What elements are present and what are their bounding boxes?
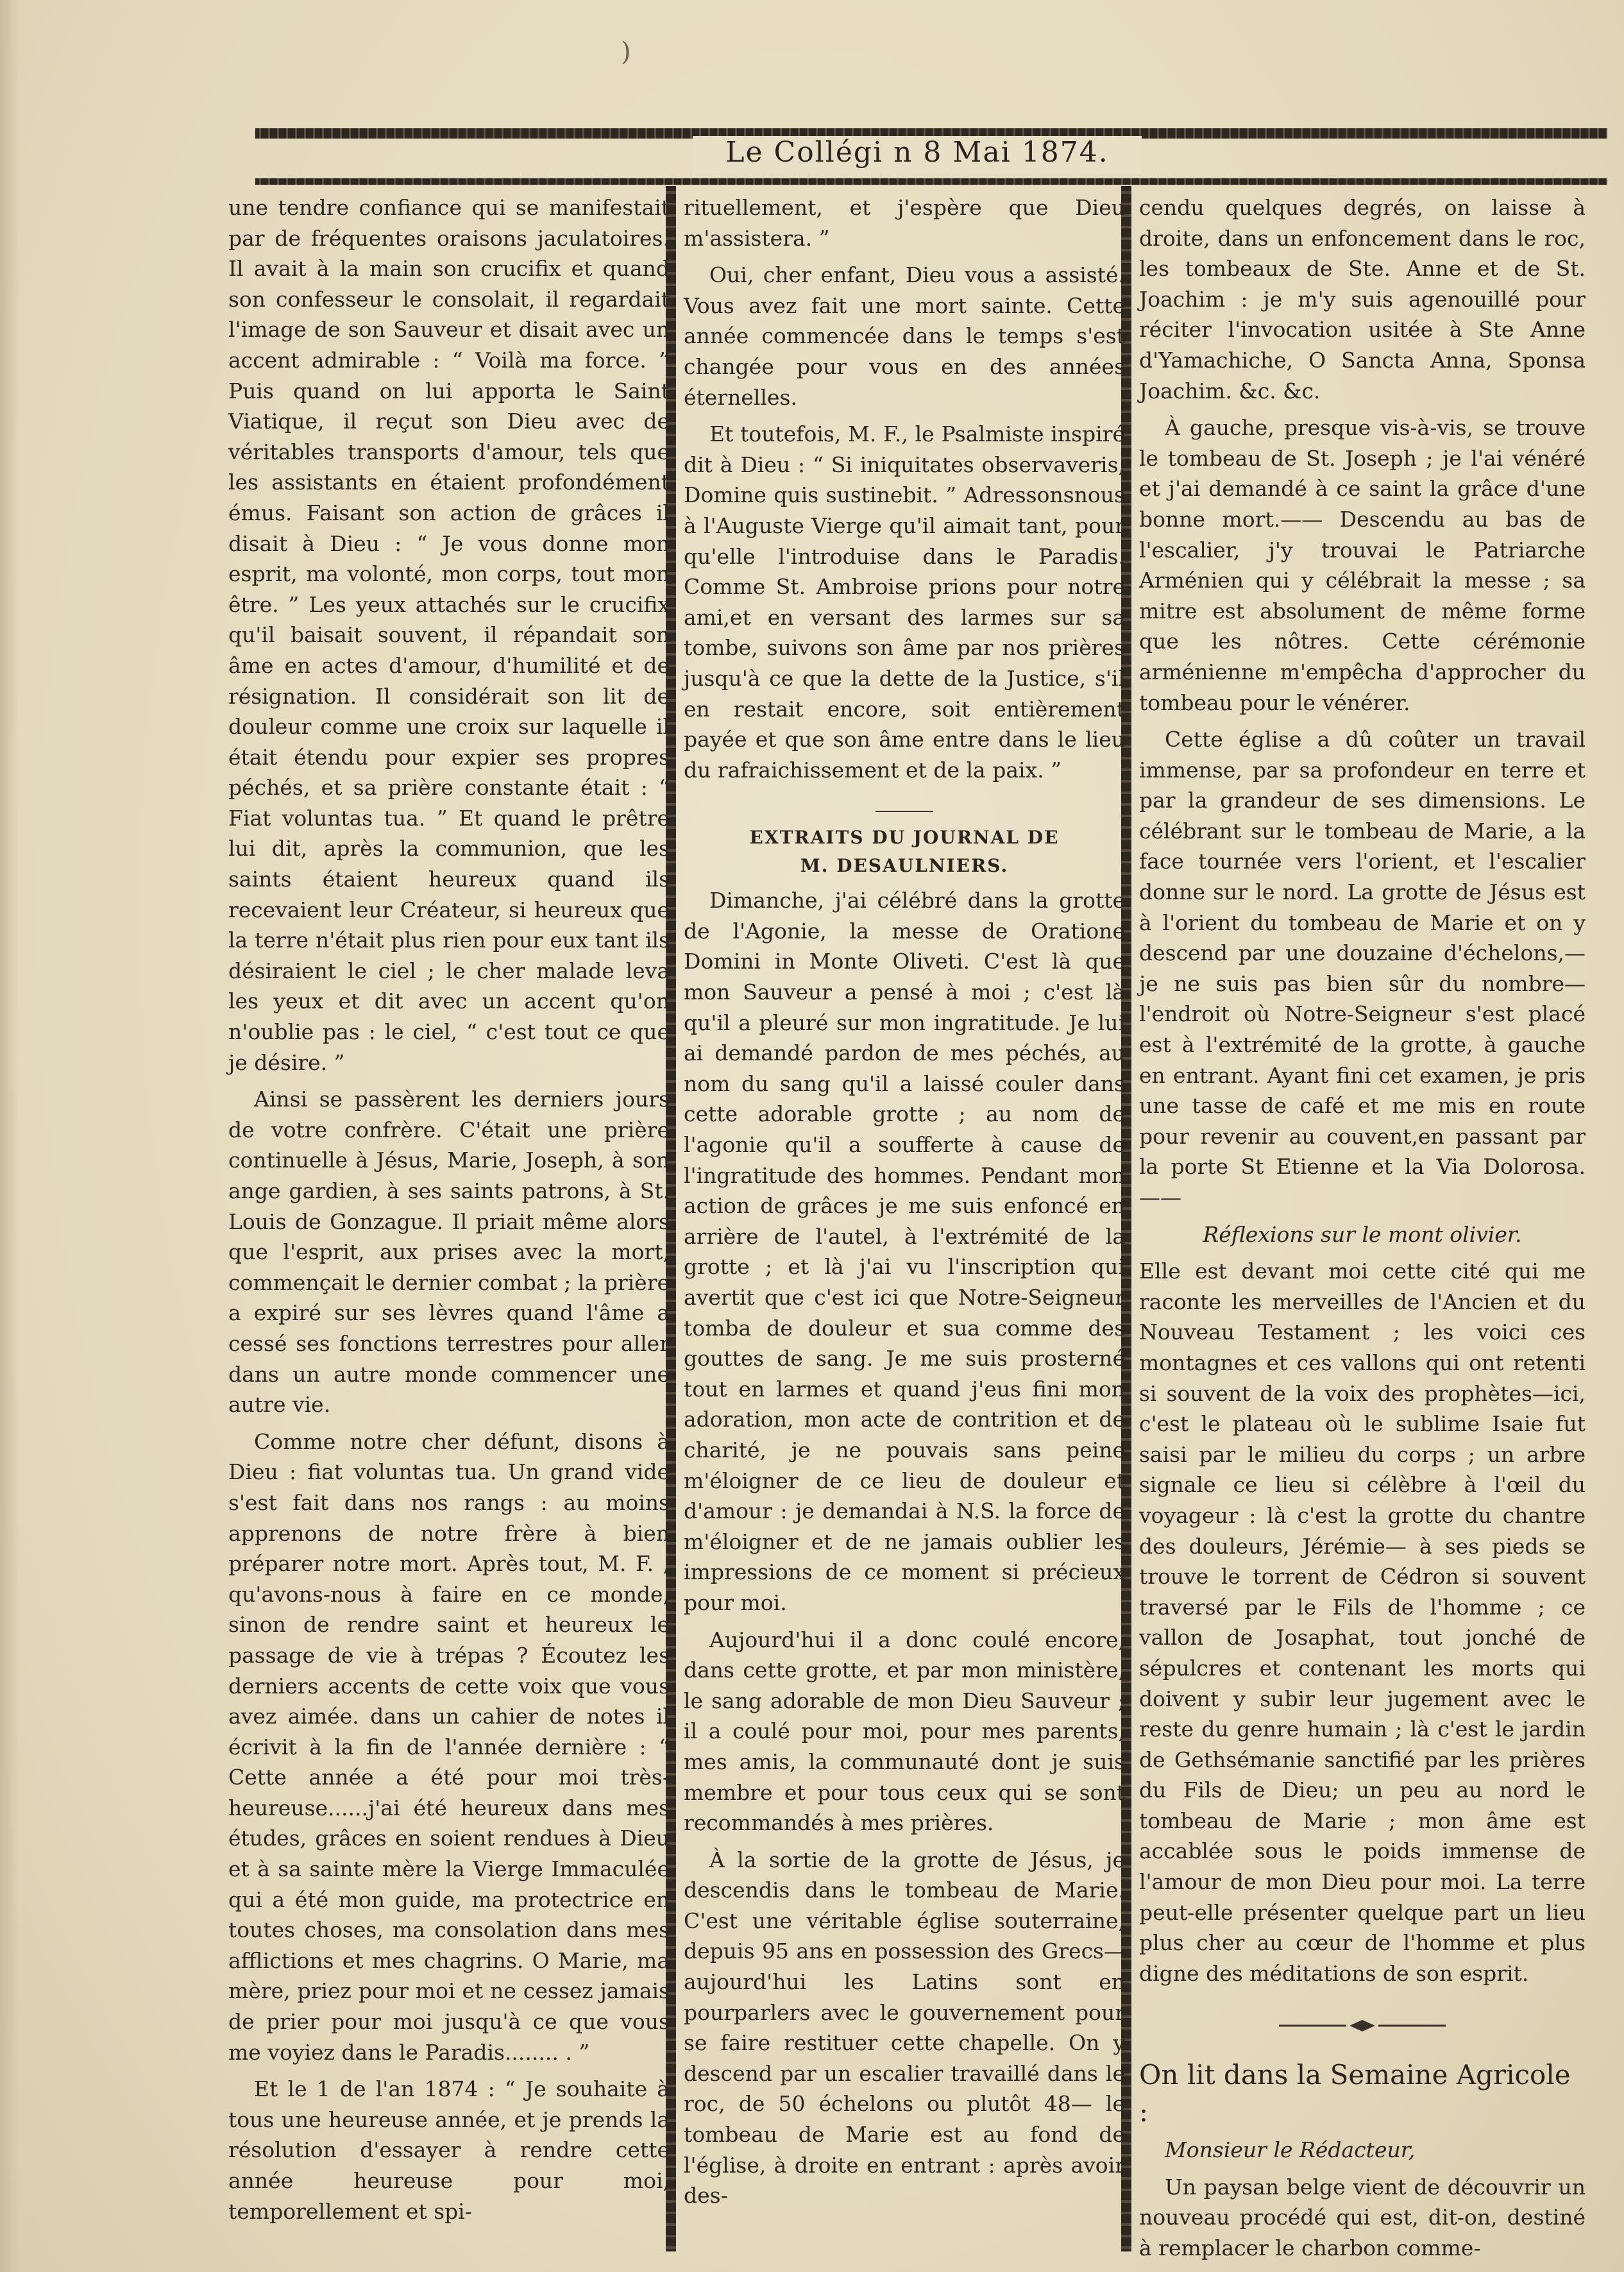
journal-heading-line-2: M. DESAULNIERS. xyxy=(800,855,1009,877)
col2-paragraph: Et toutefois, M. F., le Psalmiste inspiré dit à Dieu : “ Si iniquitates observaveris, Domine quis sustinebit. ” Adressonsnous à l'Auguste Vierge qu'il aimait tant, pour qu'elle l'introduise dans le Paradis. Comme St. Ambroise prions pour notre ami,et en versant des larmes sur sa tombe, suivons son âme par nos prières jusqu'à ce que la dette de la Justice, s'il en restait encore, soit entièrement payée et que son âme entre dans le lieu du rafraichissement et de la paix. ” xyxy=(684,421,1125,783)
column-3 xyxy=(1139,192,1586,2260)
col3-paragraph: À gauche, presque vis-à-vis, se trouve le tombeau de St. Joseph ; je l'ai vénéré et j'ai demandé à ce saint la grâce d'une bonne mort.—— Descendu au bas de l'escalier, j'y trouvai le Patriarche Arménien qui y célébrait la messe ; sa mitre est absolument de même forme que les nôtres. Cette cérémonie arménienne m'empêcha d'approcher du tombeau pour le vénérer. xyxy=(1139,415,1586,715)
ornament-divider-icon xyxy=(1139,2010,1586,2041)
col1-paragraph: une tendre confiance qui se manifestait par de fréquentes oraisons jaculatoires. Il avait à la main son crucifix et quand son confesseur le consolait, il regardait l'image de son Sauveur et disait avec un accent admirable : “ Voilà ma force. ” Puis quand on lui apporta le Saint Viatique, il reçut son Dieu avec de véritables transports d'amour, tels que les assistants en étaient profondément émus. Faisant son action de grâces il disait à Dieu : “ Je vous donne mon esprit, ma volonté, mon corps, tout mon être. ” Les yeux attachés sur le crucifix qu'il baisait souvent, il répandait son âme en actes d'amour, d'humilité et de résignation. Il considérait son lit de douleur comme une croix sur laquelle il était étendu pour expier ses propres péchés, et sa prière constante était : “ Fiat voluntas tua. ” Et quand le prêtre lui dit, après la communion, que les saints étaient heureux quand ils recevaient leur Créateur, si heureux que la terre n'était plus rien pour eux tant ils désiraient le ciel ; le cher malade leva les yeux et dit avec un accent qu'on n'oublie pas : le ciel, “ c'est tout ce que je désire. ” xyxy=(228,195,670,1075)
page-edge-shadow xyxy=(0,0,19,2272)
col1-paragraph: Comme notre cher défunt, disons à Dieu : fiat voluntas tua. Un grand vide s'est fait dans nos rangs : au moins apprenons de notre frère à bien préparer notre mort. Après tout, M. F. , qu'avons-nous à faire en ce monde, sinon de rendre saint et heureux le passage de vie à trépas ? Écoutez les derniers accents de cette voix que vous avez aimée. dans un cahier de notes il écrivit à la fin de l'année dernière : “ Cette année a été pour moi très-heureuse......j'ai été heureux dans mes études, grâces en soient rendues à Dieu et à sa sainte mère la Vierge Immaculée qui a été mon guide, ma protectrice en toutes choses, ma consolation dans mes afflictions et mes chagrins. O Marie, ma mère, priez pour moi et ne cessez jamais de prier pour moi jusqu'à ce que vous me voyiez dans le Paradis........ . ” xyxy=(228,1428,670,2065)
column-2 xyxy=(684,192,1125,2239)
col1-paragraph: Ainsi se passèrent les derniers jours de votre confrère. C'était une prière continuelle à Jésus, Marie, Joseph, à son ange gardien, à ses saints patrons, à St. Louis de Gonzague. Il priait même alors que l'esprit, aux prises avec la mort, commençait le dernier combat ; la prière a expiré sur ses lèvres quand l'âme a cessé ses fonctions terrestres pour aller dans un autre monde commencer une autre vie. xyxy=(228,1087,670,1418)
journal-section-heading xyxy=(684,811,1125,880)
section-divider xyxy=(875,811,933,812)
col1-paragraph: Et le 1 de l'an 1874 : “ Je souhaite à tous une heureuse année, et je prends la résolution d'essayer à rendre cette année heureuse pour moi, temporellement et spi- xyxy=(228,2076,670,2224)
col3-paragraph: cendu quelques degrés, on laisse à droite, dans un enfoncement dans le roc, les tombeaux de Ste. Anne et de St. Joachim : je m'y suis agenouillé pour réciter l'invocation usitée à Ste Anne d'Yamachiche, O Sancta Anna, Sponsa Joachim. &c. &c. xyxy=(1139,195,1586,403)
masthead-bottom-rule xyxy=(255,178,1607,185)
col2-paragraph: rituellement, et j'espère que Dieu m'assistera. ” xyxy=(684,195,1125,251)
top-mark: ) xyxy=(621,37,631,67)
col2-paragraph: À la sortie de la grotte de Jésus, je descendis dans le tombeau de Marie. C'est une véritable église souterraine, depuis 95 ans en possession des Grecs— aujourd'hui les Latins sont en pourparlers avec le gouvernement pour se faire restituer cette chapelle. On y descend par un escalier travaillé dans le roc, de 50 échelons ou plutôt 48— le tombeau de Marie est au fond de l'église, à droite en entrant : après avoir des- xyxy=(684,1847,1125,2208)
reflexions-paragraph: Elle est devant moi cette cité qui me raconte les merveilles de l'Ancien et du Nouveau Testament ; les voici ces montagnes et ces vallons qui ont retenti si souvent de la voix des prophètes—ici, c'est le plateau où le sublime Isaie fut saisi par le milieu du corps ; un arbre signale ce lieu si célèbre à l'œil du voyageur : là c'est la grotte du chantre des douleurs, Jérémie— à ses pieds se trouve le torrent de Cédron si souvent traversé par le Fils de l'homme ; ce vallon de Josaphat, tout jonché de sépulcres et contenant les morts qui doivent y subir leur jugement avec le reste du genre humain ; là c'est le jardin de Gethsémanie sanctifié par les prières du Fils de Dieu; un peu au nord le tombeau de Marie ; mon âme est accablée sous le poids immense de l'amour de mon Dieu pour moi. La terre peut-elle présenter quelque part un lieu plus cher au cœur de l'homme et plus digne des méditations de son esprit. xyxy=(1139,1259,1586,1986)
agricole-salutation: Monsieur le Rédacteur, xyxy=(1165,2137,1416,2163)
col3-paragraph: Cette église a dû coûter un travail immense, par sa profondeur en terre et par la grandeur de ses dimensions. Le célébrant sur le tombeau de Marie, a la face tournée vers l'orient, et l'escalier donne sur le nord. La grotte de Jésus est à l'orient du tombeau de Marie et on y descend par une douzaine d'échelons,— je ne suis pas bien sûr du nombre— l'endroit où Notre-Seigneur s'est placé est à l'extrémité de la grotte, à gauche en entrant. Ayant fini cet examen, je pris une tasse de café et me mis en route pour revenir au couvent,en passant par la porte St Etienne et la Via Dolorosa.—— xyxy=(1139,727,1586,1210)
column-1 xyxy=(228,192,670,2239)
col2-paragraph: Aujourd'hui il a donc coulé encore, dans cette grotte, et par mon ministère, le sang adorable de mon Dieu Sauveur ; il a coulé pour moi, pour mes parents, mes amis, la communauté dont je suis membre et pour tous ceux qui se sont recommandés à mes prières. xyxy=(684,1627,1125,1836)
reflexions-heading: Réflexions sur le mont olivier. xyxy=(1203,1221,1522,1247)
journal-heading-line-1: EXTRAITS DU JOURNAL DE xyxy=(749,827,1060,849)
agricole-paragraph: Un paysan belge vient de découvrir un nouveau procédé qui est, dit-on, destiné à remplacer le charbon comme- xyxy=(1139,2174,1586,2260)
col2-paragraph: Oui, cher enfant, Dieu vous a assisté. Vous avez fait une mort sainte. Cette année commencée dans le temps s'est changée pour vous en des années éternelles. xyxy=(684,262,1125,410)
masthead: Le Collégi n 8 Mai 1874. xyxy=(693,136,1142,174)
col2-paragraph: Dimanche, j'ai célébré dans la grotte de l'Agonie, la messe de Oratione Domini in Monte Oliveti. C'est là que mon Sauveur a pensé à moi ; c'est là qu'il a pleuré sur mon ingratitude. Je lui ai demandé pardon de mes péchés, au nom du sang qu'il a laissé couler dans cette adorable grotte ; au nom de l'agonie qu'il a soufferte à cause de l'ingratitude des hommes. Pendant mon action de grâces je me suis enfoncé en arrière de l'autel, à l'extrémité de la grotte ; et là j'ai vu l'inscription qui avertit que c'est ici que Notre-Seigneur tomba de douleur et sua comme des gouttes de sang. Je me suis prosterné tout en larmes et quand j'eus fini mon adoration, mon acte de contrition et de charité, je ne pouvais sans peine m'éloigner de ce lieu de douleur et d'amour : je demandai à N.S. la force de m'éloigner et de ne jamais oublier les impressions de ce moment si précieux pour moi. xyxy=(684,888,1125,1615)
agricole-heading: On lit dans la Semaine Agricole : xyxy=(1139,2059,1571,2128)
